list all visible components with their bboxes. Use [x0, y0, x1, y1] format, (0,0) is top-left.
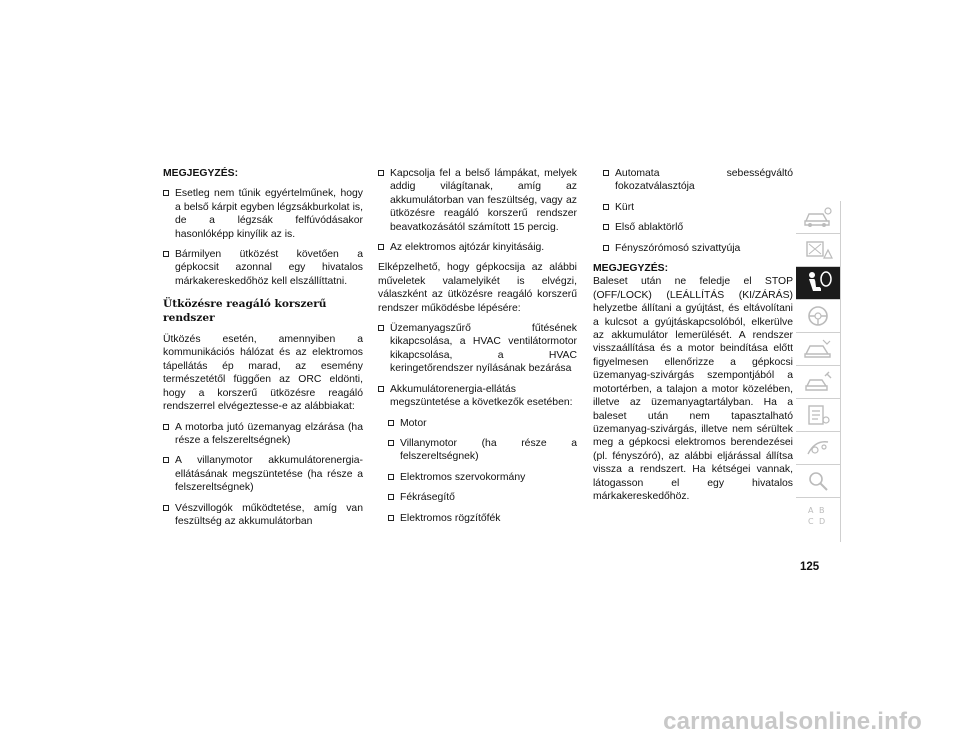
sub-list-item: Motor — [388, 417, 577, 430]
note-title: MEGJEGYZÉS: — [593, 263, 669, 275]
tab-car-crash[interactable] — [796, 333, 840, 366]
list-item: Akkumulátorenergia-ellátás megszüntetése a következők esetében: — [378, 383, 577, 410]
car-info-icon — [803, 205, 833, 229]
list-item: Az elektromos ajtózár kinyitásáig. — [378, 241, 577, 254]
column-1 — [163, 167, 363, 535]
paragraph: Elképzelhető, hogy gépkocsija az alábbi műveletek valamelyikét is elvégzi, válaszként az ütközésre reagáló korszerű rendszer működésbe lépésére: — [378, 262, 577, 314]
tab-car-info[interactable] — [796, 201, 840, 234]
tab-language-index[interactable] — [796, 498, 840, 531]
airbag-safety-icon — [803, 270, 833, 296]
svg-text:C: C — [808, 516, 814, 526]
sub-list-item: Fékrásegítő — [388, 491, 577, 504]
paragraph: Ütközés esetén, amennyiben a kommunikációs hálózat és az elektromos tápellátás ép marad, az esemény természetétől függően az ORC eldönti, hogy a korszerű ütközésre reagáló rendszerrel elvégeztesse-e az alábbiakat: — [163, 334, 363, 413]
car-service-icon — [803, 370, 833, 394]
list-item: A villanymotor akkumulátorenergia-ellátásának megszüntetése (ha része a felszereltségnek) — [163, 454, 363, 494]
tab-steering-wheel[interactable] — [796, 300, 840, 333]
tab-car-service[interactable] — [796, 366, 840, 399]
note-text: Baleset után ne feledje el STOP (OFF/LOCK) (LEÁLLÍTÁS (KI/ZÁRÁS) helyzetbe állítani a gyújtást, és eltávolítani a kulcsot a gyújtáskapcsolóból, elkerülve az akkumulátor lemerülését. A rendszer visszaállítása és a motor beindítása előtt figyelmesen ellenőrizze a gépkocsi üzemanyag-szivárgás szempontjából a motortérben, a talajon a motor közelében, illetve az üzemanyagtartályban. Ha a baleset után nem tapasztalható üzemanyag-szivárgás, illetve nem sérültek meg a gépkocsi elektromos berendezései (pl. fényszóró), az alábbi eljárással állítsa vissza a rendszert. Ha kétségei vannak, látogasson el egy hivatalos márkakereskedőhöz. — [593, 276, 793, 502]
list-item: Esetleg nem tűnik egyértelműnek, hogy a belső kárpit egyben légzsákburkolat is, de a légzsák felfúvódásakor hasonlóképp kinyílik az is. — [163, 187, 363, 241]
multimedia-icon — [803, 436, 833, 460]
tab-airbag-safety[interactable] — [796, 267, 840, 300]
column-3 — [593, 167, 793, 510]
section-title: Ütközésre reagáló korszerű rendszer — [163, 298, 327, 324]
list-item: Kapcsolja fel a belső lámpákat, melyek addig világítanak, amíg az akkumulátorban van feszültség, vagy az ütközésre reagáló korszerű rendszer beavatkozásától számított 15 percig. — [378, 167, 577, 234]
sub-list-item: Villanymotor (ha része a felszereltségnek) — [388, 437, 577, 464]
note-title: MEGJEGYZÉS: — [163, 168, 239, 179]
list-item: Bármilyen ütközést követően a gépkocsit azonnal egy hivatalos márkakereskedőhöz kell elszállíttatni. — [163, 248, 363, 288]
list-item: Üzemanyagszűrő fűtésének kikapcsolása, a HVAC ventilátormotor kikapcsolása, a HVAC keringetőrendszer nyílásának bezárása — [378, 322, 577, 376]
svg-text:D: D — [819, 516, 826, 526]
steering-wheel-icon — [803, 304, 833, 328]
page-number: 125 — [800, 561, 820, 573]
tab-dashboard-warning[interactable] — [796, 234, 840, 267]
svg-text:B: B — [819, 505, 825, 515]
car-crash-icon — [803, 337, 833, 361]
language-index-icon — [803, 503, 833, 527]
sub-list-item: Elektromos rögzítőfék — [388, 512, 577, 525]
sub-list-item: Kürt — [603, 201, 793, 214]
list-item: A motorba jutó üzemanyag elzárása (ha része a felszereltségnek) — [163, 421, 363, 448]
svg-text:A: A — [808, 505, 814, 515]
tab-multimedia[interactable] — [796, 432, 840, 465]
search-index-icon — [803, 469, 833, 493]
tab-maintenance-list[interactable] — [796, 399, 840, 432]
chapter-tabs — [796, 201, 841, 542]
sub-list-item: Első ablaktörlő — [603, 221, 793, 234]
sub-list-item: Fényszórómosó szivattyúja — [603, 242, 793, 255]
column-2 — [378, 167, 577, 532]
list-item: Vészvillogók működtetése, amíg van feszültség az akkumulátorban — [163, 502, 363, 529]
sub-list-item: Elektromos szervokormány — [388, 471, 577, 484]
watermark: carmanualsonline.info — [663, 708, 922, 735]
dashboard-warning-icon — [803, 238, 833, 262]
maintenance-list-icon — [803, 403, 833, 427]
tab-search-index[interactable] — [796, 465, 840, 498]
sub-list-item: Automata sebességváltó fokozatválasztója — [603, 167, 793, 194]
